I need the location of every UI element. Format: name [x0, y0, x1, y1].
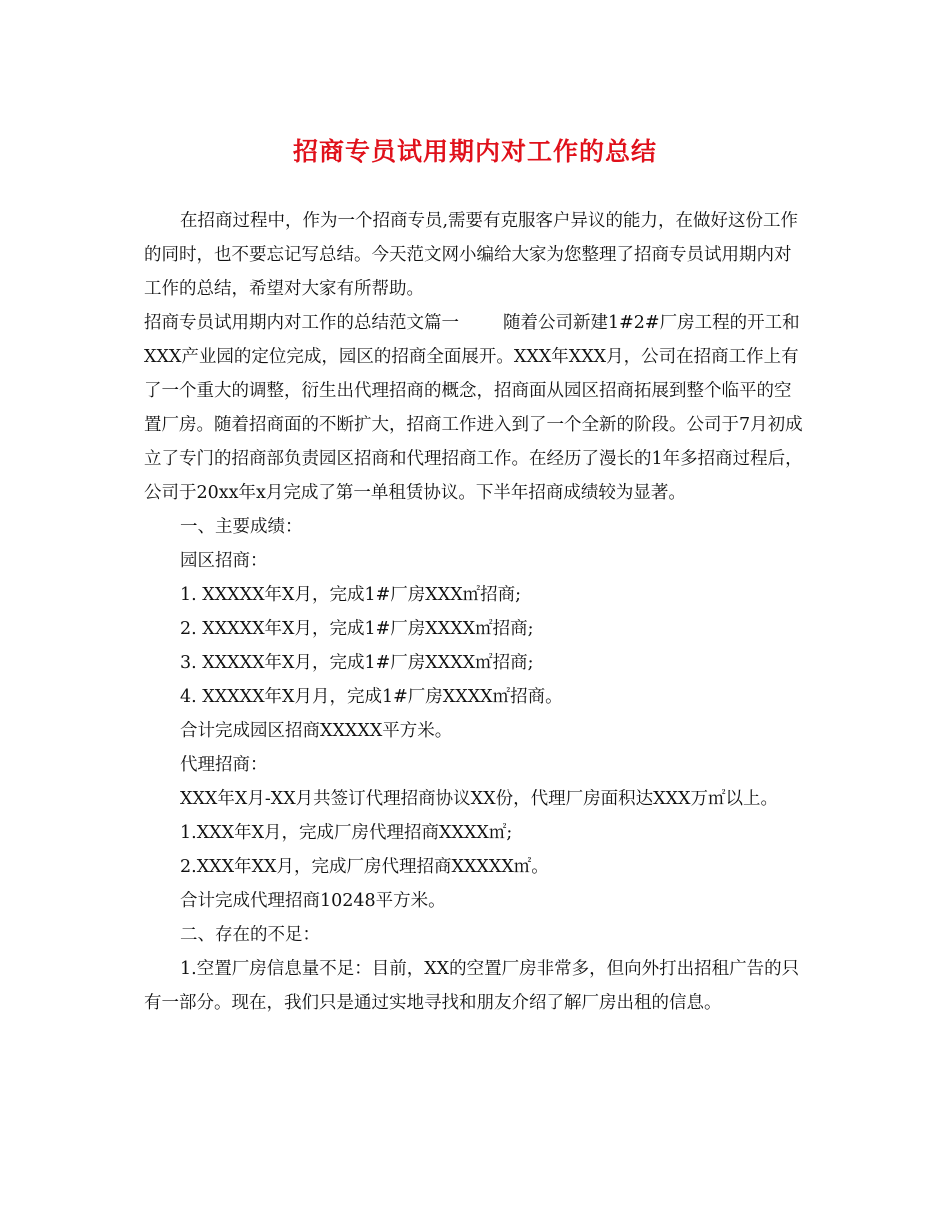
park-heading: 园区招商： [180, 551, 268, 571]
document-body [144, 204, 808, 1020]
list-item: 1.XXX年X月，完成厂房代理招商XXXX㎡; [180, 823, 513, 843]
list-item: 4. XXXXX年X月月，完成1#厂房XXXX㎡招商。 [180, 687, 563, 707]
list-item: 2.XXX年XX月，完成厂房代理招商XXXXX㎡。 [180, 857, 549, 877]
section-heading: 招商专员试用期内对工作的总结范文篇一 [144, 313, 459, 333]
agency-summary: XXX年X月-XX月共签订代理招商协议XX份，代理厂房面积达XXX万㎡以上。 [180, 789, 778, 809]
document-title: 招商专员试用期内对工作的总结 [292, 137, 657, 166]
list-item: 3. XXXXX年X月，完成1#厂房XXXX㎡招商; [180, 653, 534, 673]
agency-total: 合计完成代理招商10248平方米。 [180, 891, 446, 911]
section-paragraph [144, 306, 808, 510]
agency-heading: 代理招商： [180, 755, 268, 775]
list-item: 1. XXXXX年X月，完成1#厂房XXX㎡招商; [180, 585, 522, 605]
list-item: 2. XXXXX年X月，完成1#厂房XXXX㎡招商; [180, 619, 534, 639]
achievements-heading: 一、主要成绩： [180, 517, 303, 537]
park-total: 合计完成园区招商XXXXX平方米。 [180, 721, 453, 741]
paragraph-1: 随着公司新建1#2#厂房工程的开工和XXX产业园的定位完成，园区的招商全面展开。XXX年XXX月，公司在招商工作上有了一个重大的调整，衍生出代理招商的概念，招商面从园区招商拓展到整个临平的空置厂房。随着招商面的不断扩大，招商工作进入到了一个全新的阶段。公司于7月初成立了专门的招商部负责园区招商和代理招商工作。在经历了漫长的1年多招商过程后，公司于20xx年x月完成了第一单租赁协议。下半年招商成绩较为显著。 [144, 313, 803, 503]
shortcomings-heading: 二、存在的不足： [180, 925, 320, 945]
intro-paragraph: 在招商过程中，作为一个招商专员,需要有克服客户异议的能力，在做好这份工作的同时，也不要忘记写总结。今天范文网小编给大家为您整理了招商专员试用期内对工作的总结，希望对大家有所帮助。 [144, 211, 799, 299]
shortcoming-1: 1.空置厂房信息量不足：目前，XX的空置厂房非常多，但向外打出招租广告的只有一部分。现在，我们只是通过实地寻找和朋友介绍了解厂房出租的信息。 [144, 959, 800, 1013]
